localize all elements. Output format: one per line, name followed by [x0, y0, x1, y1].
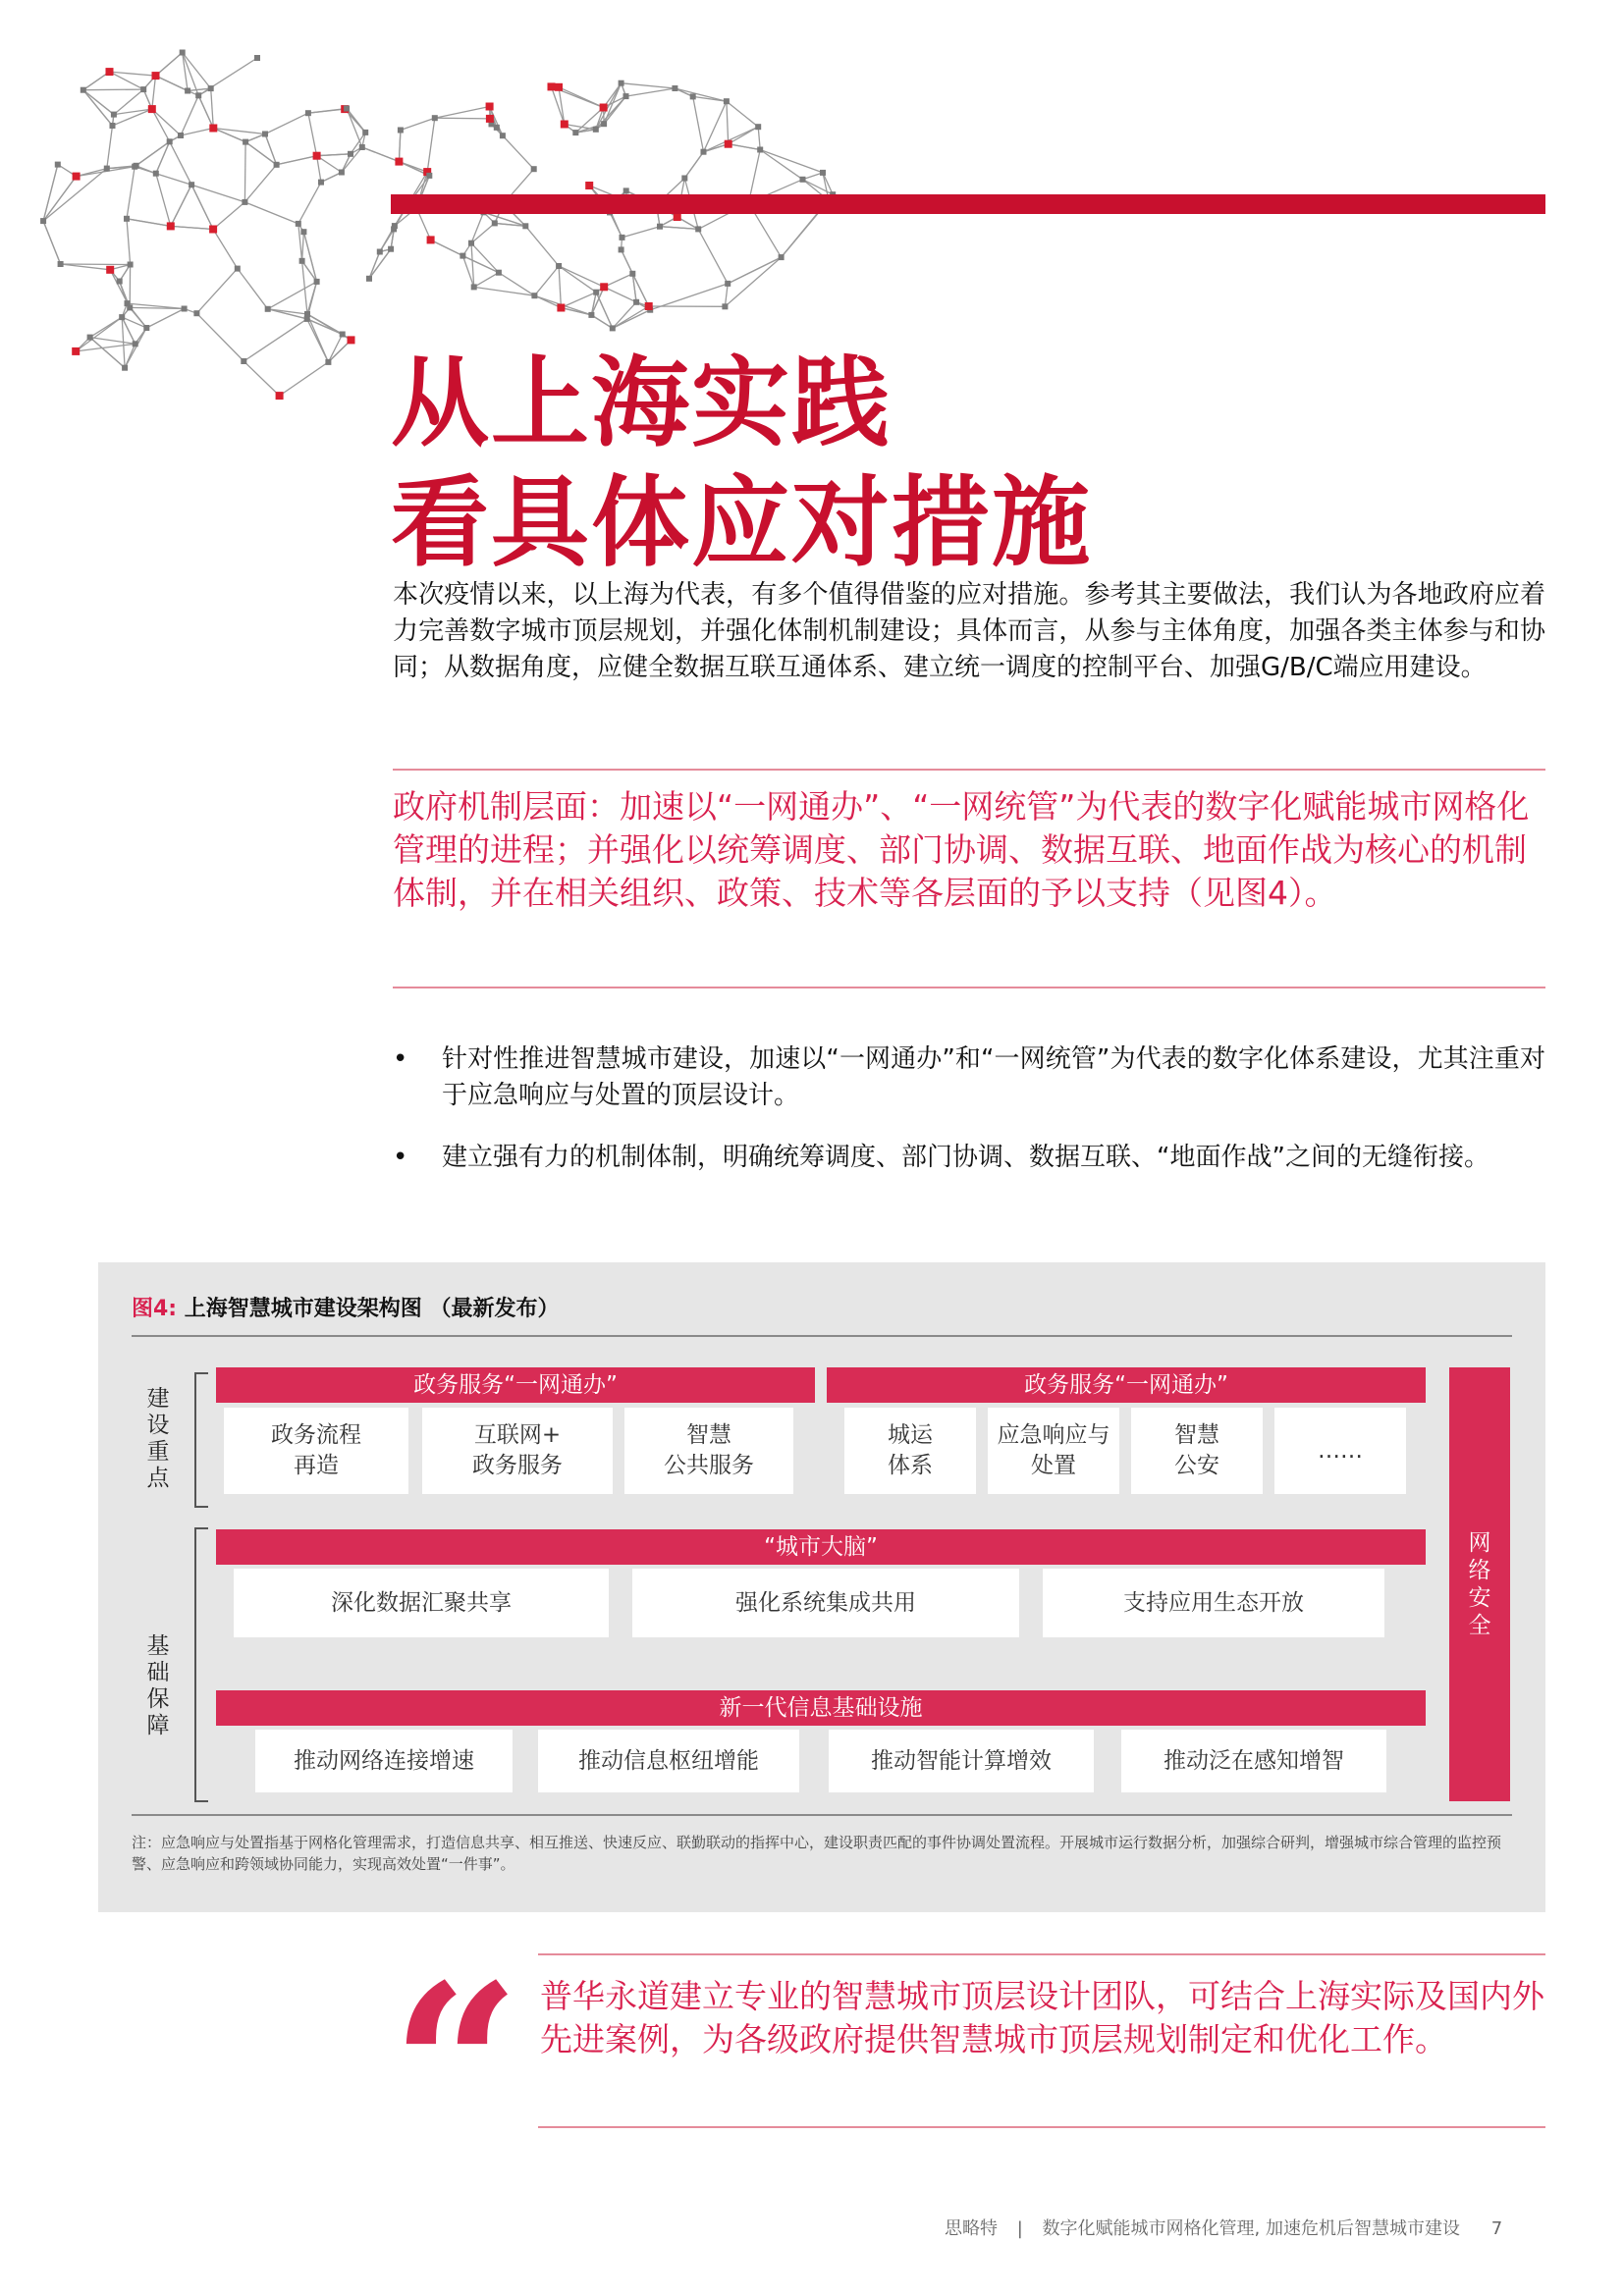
network-node	[182, 306, 188, 312]
quote-top-divider	[538, 1953, 1545, 1955]
cell-info-hub: 推动信息枢纽增能	[538, 1730, 799, 1792]
network-node	[152, 72, 160, 80]
network-node	[348, 336, 355, 344]
cell-government-process: 政务流程 再造	[224, 1408, 408, 1494]
network-node	[561, 121, 568, 129]
intro-paragraph: 本次疫情以来，以上海为代表，有多个值得借鉴的应对措施。参考其主要做法，我们认为各地政府应着力完善数字城市顶层规划，并强化体制机制建设；具体而言，从参与主体角度，加强各类主体参与和协同；从数据角度，应健全数据互联互通体系、建立统一调度的控制平台、加强G/B/C端应用建设。	[393, 580, 1545, 682]
page-title-line1: 从上海实践	[391, 345, 892, 460]
network-node	[610, 325, 616, 331]
highlight-top-divider	[393, 769, 1545, 771]
network-node	[40, 218, 46, 224]
network-node	[133, 341, 138, 347]
network-node	[548, 82, 556, 90]
network-node	[305, 110, 311, 116]
network-node	[623, 187, 629, 193]
network-node	[633, 299, 639, 305]
network-node	[755, 124, 761, 130]
network-node	[276, 392, 284, 400]
network-node	[262, 132, 268, 137]
network-node	[500, 133, 506, 138]
cell-app-ecosystem: 支持应用生态开放	[1043, 1569, 1384, 1637]
network-node	[209, 226, 217, 234]
network-node	[167, 222, 175, 230]
network-node	[153, 171, 159, 177]
network-node	[241, 358, 246, 364]
cell-system-integration: 强化系统集成共用	[632, 1569, 1019, 1637]
network-node	[724, 98, 730, 104]
network-node	[600, 283, 608, 291]
network-node	[674, 213, 681, 221]
network-node	[235, 266, 241, 272]
network-node	[104, 166, 110, 172]
figure-title-rule	[132, 1335, 1512, 1337]
network-node	[629, 271, 635, 277]
network-node	[593, 127, 599, 133]
network-node	[572, 130, 578, 135]
infrastructure-header: 新一代信息基础设施	[216, 1690, 1426, 1726]
network-node	[314, 279, 320, 285]
network-node	[127, 304, 133, 310]
network-node	[299, 258, 305, 264]
footer-brand: 思略特	[945, 2218, 998, 2239]
figure-title	[132, 1292, 559, 1322]
network-node	[193, 310, 199, 316]
network-node	[87, 335, 93, 341]
network-node	[111, 112, 117, 118]
network-node	[496, 270, 502, 276]
bullet-item-2	[393, 1140, 1545, 1218]
network-node	[388, 246, 394, 252]
network-node	[690, 93, 696, 99]
network-node	[348, 151, 353, 157]
figure-4	[98, 1262, 1545, 1912]
side-label-construction-focus: 建 设 重 点	[146, 1386, 170, 1491]
network-node	[117, 279, 123, 285]
network-node	[593, 290, 599, 295]
cell-data-aggregation: 深化数据汇聚共享	[234, 1569, 609, 1637]
network-node	[620, 235, 625, 240]
network-node	[344, 106, 350, 112]
network-node	[585, 182, 593, 189]
network-node	[81, 87, 86, 93]
network-node	[460, 253, 465, 259]
quote-mark-icon: “	[391, 1936, 521, 2201]
network-node	[556, 263, 562, 269]
bullet-dot: •	[393, 1143, 408, 1172]
highlight-paragraph: 政府机制层面：加速以“一网通办”、“一网统管”为代表的数字化赋能城市网格化管理的进程；并强化以统筹调度、部门协调、数据互联、地面作战为核心的机制体制，并在相关组织、政策、技术等各层面的予以支持（见图4）。	[393, 787, 1530, 912]
network-node	[124, 216, 130, 222]
network-node	[672, 85, 677, 91]
group1-header: 政务服务“一网通办”	[216, 1367, 815, 1403]
network-node	[531, 166, 537, 172]
footer-separator: |	[1016, 2218, 1023, 2239]
network-node	[243, 139, 248, 145]
brace-top	[194, 1372, 208, 1508]
network-node	[134, 163, 139, 169]
page-footer	[945, 2215, 1502, 2240]
network-node	[195, 92, 201, 98]
network-node	[395, 158, 403, 166]
network-node	[366, 276, 372, 282]
cell-intelligent-computing: 推动智能计算增效	[829, 1730, 1094, 1792]
network-node	[432, 115, 438, 121]
network-node	[657, 224, 663, 230]
network-node	[128, 262, 134, 268]
network-node	[486, 103, 494, 111]
cell-more: ……	[1274, 1408, 1406, 1494]
quote-text: 普华永道建立专业的智慧城市顶层设计团队，可结合上海实际及国内外先进案例，为各级政府提供智慧城市顶层规划制定和优化工作。	[540, 1977, 1544, 2058]
side-label-foundation: 基 础 保 障	[146, 1633, 170, 1738]
network-node	[143, 325, 149, 331]
network-node	[178, 133, 184, 138]
cell-emergency-response: 应急响应与 处置	[988, 1408, 1119, 1494]
network-node	[426, 173, 432, 179]
network-node	[265, 306, 271, 312]
network-node	[304, 311, 310, 317]
city-brain-header: “城市大脑”	[216, 1529, 1426, 1565]
network-node	[72, 347, 80, 355]
cell-city-operation: 城运 体系	[844, 1408, 976, 1494]
network-node	[800, 177, 806, 183]
network-node	[274, 162, 280, 168]
network-node	[588, 312, 594, 318]
network-node	[531, 293, 537, 298]
network-node	[189, 182, 194, 187]
cell-smart-public-service: 智慧 公共服务	[624, 1408, 793, 1494]
network-node	[313, 152, 321, 160]
cell-ubiquitous-sensing: 推动泛在感知增智	[1121, 1730, 1386, 1792]
network-node	[122, 365, 128, 371]
network-node	[486, 115, 494, 123]
network-node	[427, 236, 435, 243]
network-node	[339, 170, 345, 176]
network-node	[555, 83, 563, 91]
network-node	[725, 281, 731, 287]
network-node	[623, 93, 629, 99]
network-node	[820, 170, 826, 176]
network-node	[106, 266, 114, 274]
network-node	[296, 221, 301, 227]
network-node	[557, 304, 565, 312]
network-node	[208, 85, 214, 91]
network-node	[757, 147, 763, 153]
cell-smart-police: 智慧 公安	[1131, 1408, 1263, 1494]
network-security-bar: 网 络 安 全	[1449, 1367, 1510, 1801]
network-node	[522, 223, 528, 229]
figure-note-rule	[132, 1814, 1512, 1816]
page-number: 7	[1490, 2218, 1503, 2239]
bullet-text: 针对性推进智慧城市建设，加速以“一网通办”和“一网统管”为代表的数字化体系建设，尤其注重对于应急响应与处置的顶层设计。	[442, 1044, 1545, 1110]
network-node	[468, 240, 474, 246]
network-node	[701, 149, 707, 155]
group2-header: 政务服务“一网通办”	[827, 1367, 1426, 1403]
network-node	[209, 125, 217, 133]
network-node	[55, 162, 61, 168]
network-node	[140, 86, 146, 92]
network-node	[398, 128, 404, 133]
header-red-bar	[391, 194, 1545, 214]
network-node	[471, 284, 477, 290]
bullet-item-1	[393, 1041, 1545, 1120]
network-node	[619, 80, 624, 86]
network-node	[325, 359, 331, 365]
figure-caption: 上海智慧城市建设架构图 （最新发布）	[184, 1297, 560, 1321]
bullet-dot: •	[393, 1044, 408, 1074]
network-node	[695, 226, 701, 232]
network-node	[180, 50, 186, 56]
network-node	[377, 249, 383, 255]
bullet-text: 建立强有力的机制体制，明确统筹调度、部门协调、数据互联、“地面作战”之间的无缝衔接。	[442, 1143, 1489, 1172]
footer-doc-title: 数字化赋能城市网格化管理, 加速危机后智慧城市建设	[1042, 2218, 1460, 2239]
network-node	[148, 105, 156, 113]
network-node	[619, 246, 624, 252]
network-node	[58, 261, 64, 267]
network-node	[492, 220, 498, 226]
network-node	[725, 140, 732, 148]
highlight-bottom-divider	[393, 987, 1545, 988]
network-node	[645, 302, 653, 310]
network-node	[601, 121, 607, 127]
quote-bottom-divider	[538, 2126, 1545, 2128]
network-node	[362, 130, 368, 135]
cell-internet-plus: 互联网+ 政务服务	[422, 1408, 613, 1494]
figure-number: 图4:	[132, 1297, 178, 1321]
network-node	[494, 125, 500, 131]
network-node	[167, 138, 173, 144]
network-node	[110, 123, 116, 129]
network-node	[600, 104, 608, 112]
network-node	[340, 332, 346, 338]
network-node	[359, 144, 365, 150]
network-node	[254, 55, 260, 61]
network-node	[300, 229, 306, 235]
network-node	[242, 199, 247, 205]
network-node	[318, 180, 324, 186]
network-node	[722, 303, 728, 309]
cell-network-connection: 推动网络连接增速	[255, 1730, 513, 1792]
brace-bottom	[194, 1527, 208, 1802]
network-node	[779, 254, 785, 260]
network-node	[106, 68, 114, 76]
page-title-line2: 看具体应对措施	[391, 464, 1092, 580]
network-node	[391, 226, 397, 232]
figure-note: 注：应急响应与处置指基于网格化管理需求，打造信息共享、相互推送、快速反应、联勤联动的指挥中心，建设职责匹配的事件协调处置流程。开展城市运行数据分析，加强综合研判，增强城市综合管理的监控预警、应急响应和跨领域协同能力，实现高效处置“一件事”。	[132, 1834, 1502, 1873]
network-node	[73, 173, 81, 181]
network-node	[681, 176, 687, 182]
network-node	[185, 88, 190, 94]
network-node	[119, 314, 125, 320]
